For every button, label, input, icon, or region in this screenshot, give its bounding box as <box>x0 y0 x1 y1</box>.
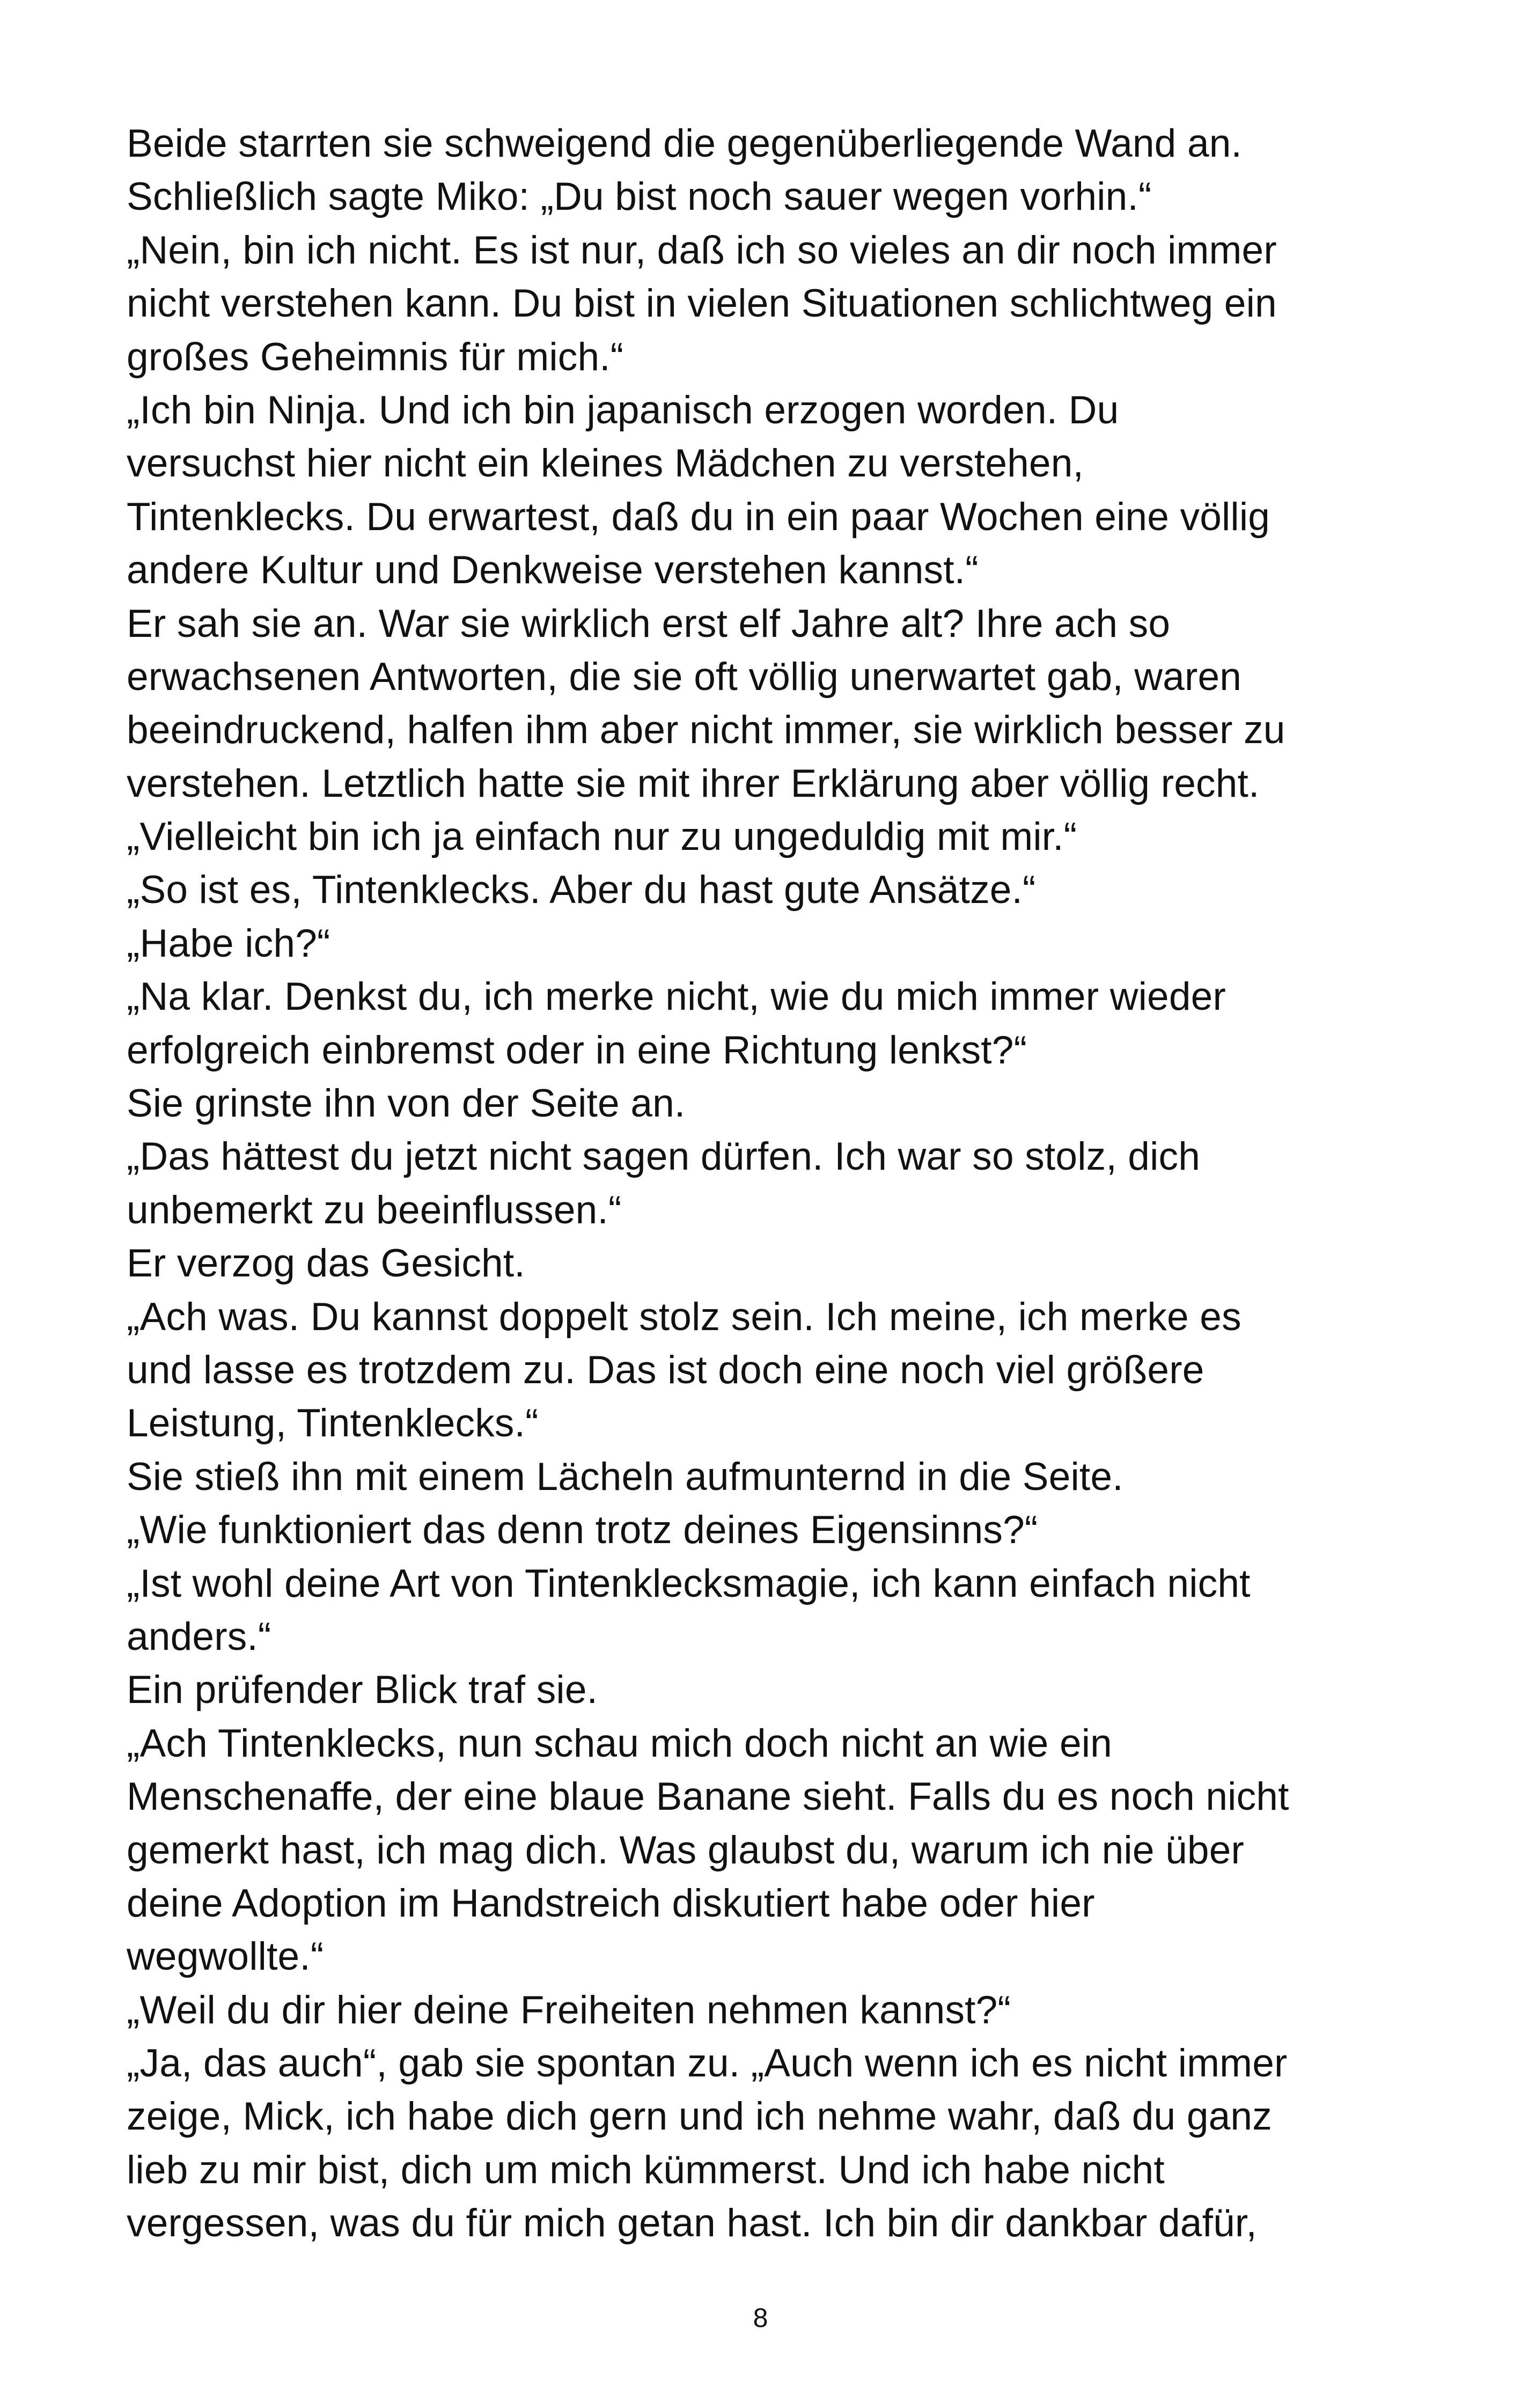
text-line: beeindruckend, halfen ihm aber nicht immer, sie wirklich besser zu <box>127 708 1285 752</box>
text-line: gemerkt hast, ich mag dich. Was glaubst du, warum ich nie über <box>127 1828 1245 1872</box>
text-line: Er verzog das Gesicht. <box>127 1242 525 1286</box>
text-line: versuchst hier nicht ein kleines Mädchen zu verstehen, <box>127 442 1084 486</box>
text-line: Beide starrten sie schweigend die gegenüberliegende Wand an. <box>127 122 1243 165</box>
text-line: „Das hättest du jetzt nicht sagen dürfen. Ich war so stolz, dich <box>127 1135 1201 1179</box>
text-line: „Na klar. Denkst du, ich merke nicht, wie du mich immer wieder <box>127 975 1226 1019</box>
text-line: großes Geheimnis für mich.“ <box>127 335 624 379</box>
page-number: 8 <box>753 2303 768 2333</box>
body-text <box>127 117 1425 2250</box>
text-line: wegwollte.“ <box>127 1935 324 1979</box>
text-line: Ein prüfender Blick traf sie. <box>127 1668 598 1712</box>
text-line: verstehen. Letztlich hatte sie mit ihrer Erklärung aber völlig recht. <box>127 761 1260 805</box>
text-line: Leistung, Tintenklecks.“ <box>127 1401 539 1445</box>
text-line: andere Kultur und Denkweise verstehen kannst.“ <box>127 548 979 592</box>
text-line: Er sah sie an. War sie wirklich erst elf Jahre alt? Ihre ach so <box>127 601 1171 645</box>
text-line: „Ist wohl deine Art von Tintenklecksmagie, ich kann einfach nicht <box>127 1561 1251 1605</box>
text-line: „Ach Tintenklecks, nun schau mich doch nicht an wie ein <box>127 1721 1112 1765</box>
text-line: Schließlich sagte Miko: „Du bist noch sauer wegen vorhin.“ <box>127 175 1152 219</box>
text-line: Tintenklecks. Du erwartest, daß du in ein paar Wochen eine völlig <box>127 495 1270 539</box>
text-line: „Nein, bin ich nicht. Es ist nur, daß ich so vieles an dir noch immer <box>127 228 1277 272</box>
text-line: erwachsenen Antworten, die sie oft völlig unerwartet gab, waren <box>127 655 1242 699</box>
text-line: „Weil du dir hier deine Freiheiten nehmen kannst?“ <box>127 1988 1011 2032</box>
text-line: anders.“ <box>127 1614 271 1658</box>
text-line: „Wie funktioniert das denn trotz deines Eigensinns?“ <box>127 1508 1038 1552</box>
text-line: erfolgreich einbremst oder in eine Richtung lenkst?“ <box>127 1028 1027 1072</box>
text-line: deine Adoption im Handstreich diskutiert habe oder hier <box>127 1881 1095 1925</box>
text-line: vergessen, was du für mich getan hast. Ich bin dir dankbar dafür, <box>127 2201 1257 2245</box>
text-line: Menschenaffe, der eine blaue Banane sieht. Falls du es noch nicht <box>127 1775 1289 1819</box>
text-line: und lasse es trotzdem zu. Das ist doch eine noch viel größere <box>127 1348 1204 1392</box>
text-line: nicht verstehen kann. Du bist in vielen Situationen schlichtweg ein <box>127 282 1277 326</box>
text-line: „Ich bin Ninja. Und ich bin japanisch erzogen worden. Du <box>127 388 1119 432</box>
text-line: unbemerkt zu beeinflussen.“ <box>127 1188 622 1232</box>
text-line: „Ach was. Du kannst doppelt stolz sein. Ich meine, ich merke es <box>127 1295 1241 1339</box>
text-line: Sie grinste ihn von der Seite an. <box>127 1082 686 1126</box>
text-line: zeige, Mick, ich habe dich gern und ich nehme wahr, daß du ganz <box>127 2095 1272 2139</box>
text-line: „Vielleicht bin ich ja einfach nur zu ungeduldig mit mir.“ <box>127 815 1077 859</box>
text-line: „So ist es, Tintenklecks. Aber du hast gute Ansätze.“ <box>127 868 1036 912</box>
text-line: „Ja, das auch“, gab sie spontan zu. „Auch wenn ich es nicht immer <box>127 2042 1288 2086</box>
text-line: Sie stieß ihn mit einem Lächeln aufmunternd in die Seite. <box>127 1455 1123 1499</box>
text-line: „Habe ich?“ <box>127 921 330 965</box>
text-line: lieb zu mir bist, dich um mich kümmerst. Und ich habe nicht <box>127 2148 1165 2192</box>
